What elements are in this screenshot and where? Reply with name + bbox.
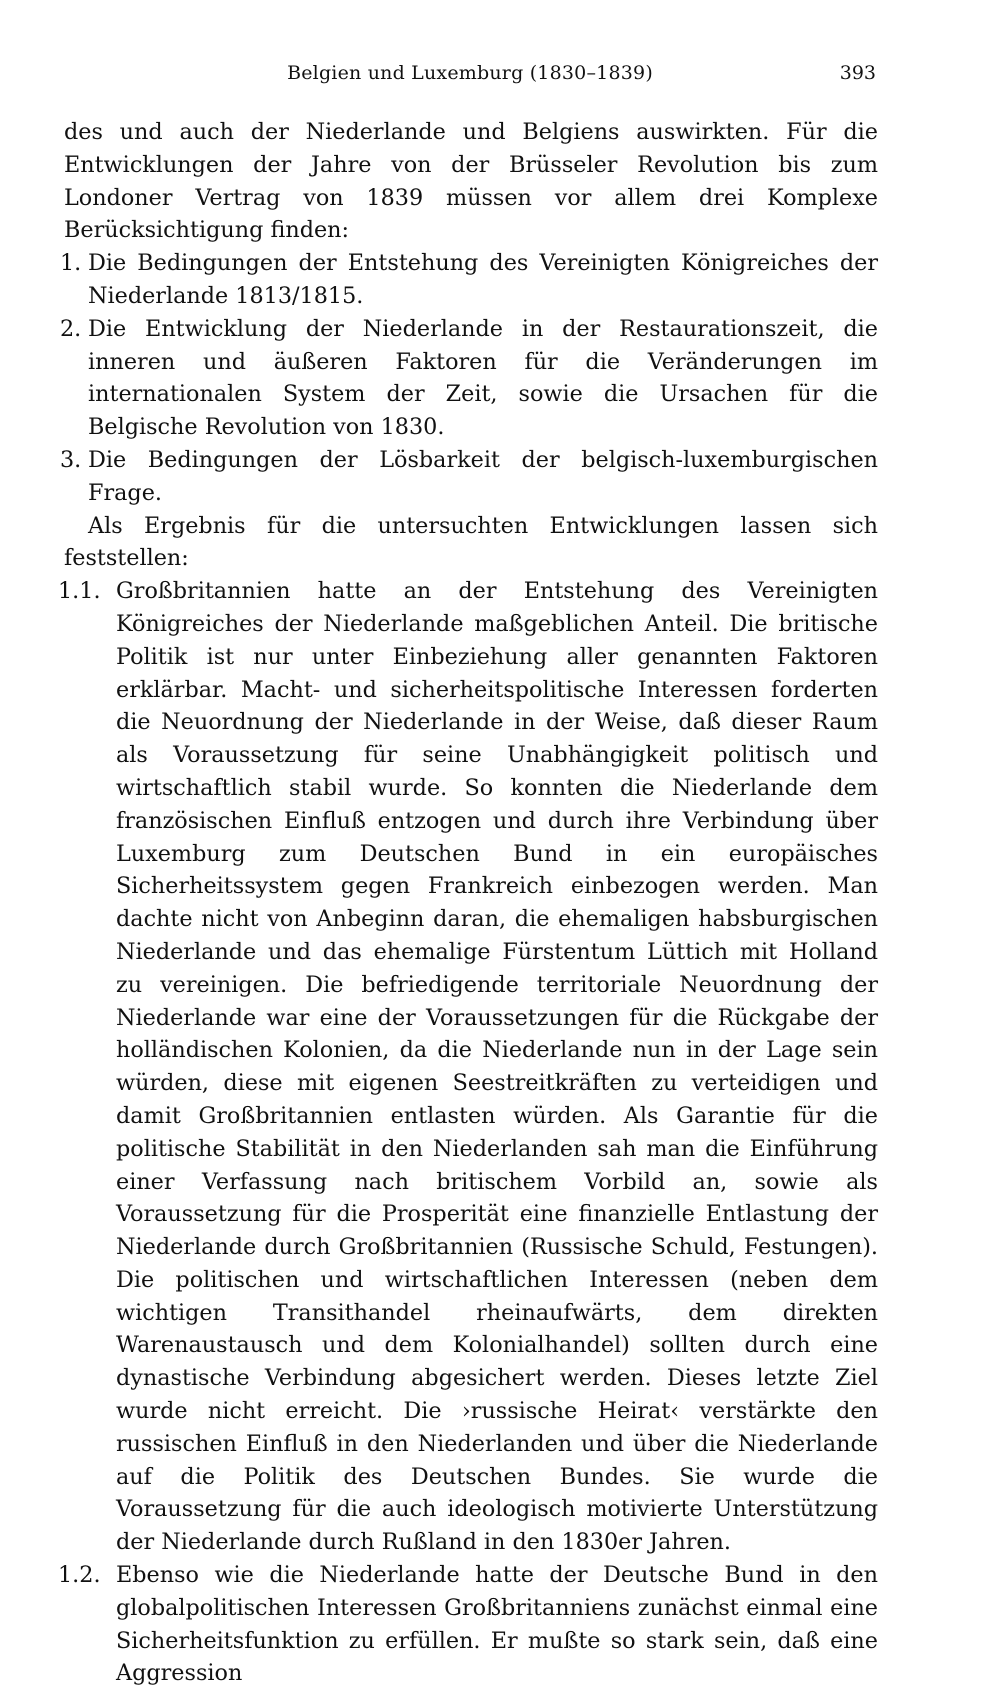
intro-paragraph: des und auch der Niederlande und Belgiens auswirkten. Für die Entwicklungen der Jahre von der Brüsseler Revolution bis zum Londoner Vertrag von 1839 müssen vor allem drei Komplexe Berücksichtigung finden: <box>64 119 878 244</box>
section-number: 1.1. <box>58 578 101 605</box>
section-item <box>58 575 878 1559</box>
list-item-number: 1. <box>60 250 82 277</box>
body-text <box>58 116 878 1690</box>
page-number: 393 <box>839 62 876 84</box>
list-item-number: 3. <box>60 446 82 473</box>
results-intro: Als Ergebnis für die untersuchten Entwicklungen lassen sich feststellen: <box>64 512 878 572</box>
running-title: Belgien und Luxemburg (1830–1839) <box>287 62 653 84</box>
list-item-text: Die Entwicklung der Niederlande in der Restaurationszeit, die inneren und äußeren Faktoren für die Veränderungen im internationalen System der Zeit, sowie die Ursachen für die Belgische Revolution von 1830. <box>88 315 878 441</box>
list-item-text: Die Bedingungen der Entstehung des Vereinigten Königreiches der Niederlande 1813/1815. <box>88 250 878 309</box>
list-item <box>60 444 878 510</box>
list-item-text: Die Bedingungen der Lösbarkeit der belgisch-luxemburgischen Frage. <box>88 446 878 506</box>
section-text: Großbritannien hatte an der Entstehung des Vereinigten Königreiches der Niederlande maßgeblichen Anteil. Die britische Politik ist nur unter Einbeziehung aller genannten Faktoren erklärbar. Macht- und sicherheitspolitische Interessen forderten die Neuordnung der Niederlande in der Weise, daß dieser Raum als Voraussetzung für seine Unabhängigkeit politisch und wirtschaftlich stabil wurde. So konnten die Niederlande dem französischen Einfluß entzogen und durch ihre Verbindung über Luxemburg zum Deutschen Bund in ein europäisches Sicherheitssystem gegen Frankreich einbezogen werden. Man dachte nicht von Anbeginn daran, die ehemaligen habsburgischen Niederlande und das ehemalige Fürstentum Lüttich mit Holland zu vereinigen. Die befriedigende territoriale Neuordnung der Niederlande war eine der Voraussetzungen für die Rückgabe der holländischen Kolonien, da die Niederlande nun in der Lage sein würden, diese mit eigenen Seestreitkräften zu verteidigen und damit Großbritannien entlasten würden. Als Garantie für die politische Stabilität in den Niederlanden sah man die Einführung einer Verfassung nach britischem Vorbild an, sowie als Voraussetzung für die Prosperität eine finanzielle Entlastung der Niederlande durch Großbritannien (Russische Schuld, Festungen). Die politischen und wirtschaftlichen Interessen (neben dem wichtigen Transithandel rheinaufwärts, dem direkten Warenaustausch und dem Kolonialhandel) sollten durch eine dynastische Verbindung abgesichert werden. Dieses letzte Ziel wurde nicht erreicht. Die ›russische Heirat‹ verstärkte den russischen Einfluß in den Niederlanden und über die Niederlande auf die Politik des Deutschen Bundes. Sie wurde die Voraussetzung für die auch ideologisch motivierte Unterstützung der Niederlande durch Rußland in den 1830er Jahren. <box>116 578 878 1556</box>
section-text: Ebenso wie die Niederlande hatte der Deutsche Bund in den globalpolitischen Interessen Großbritanniens zunächst einmal eine Sicherheitsfunktion zu erfüllen. Er mußte so stark sein, daß eine Aggression <box>116 1562 878 1687</box>
list-item <box>60 247 878 313</box>
list-item-number: 2. <box>60 315 82 342</box>
list-item <box>60 313 878 444</box>
section-number: 1.2. <box>58 1562 101 1589</box>
running-head <box>64 58 876 88</box>
section-item <box>58 1559 878 1690</box>
